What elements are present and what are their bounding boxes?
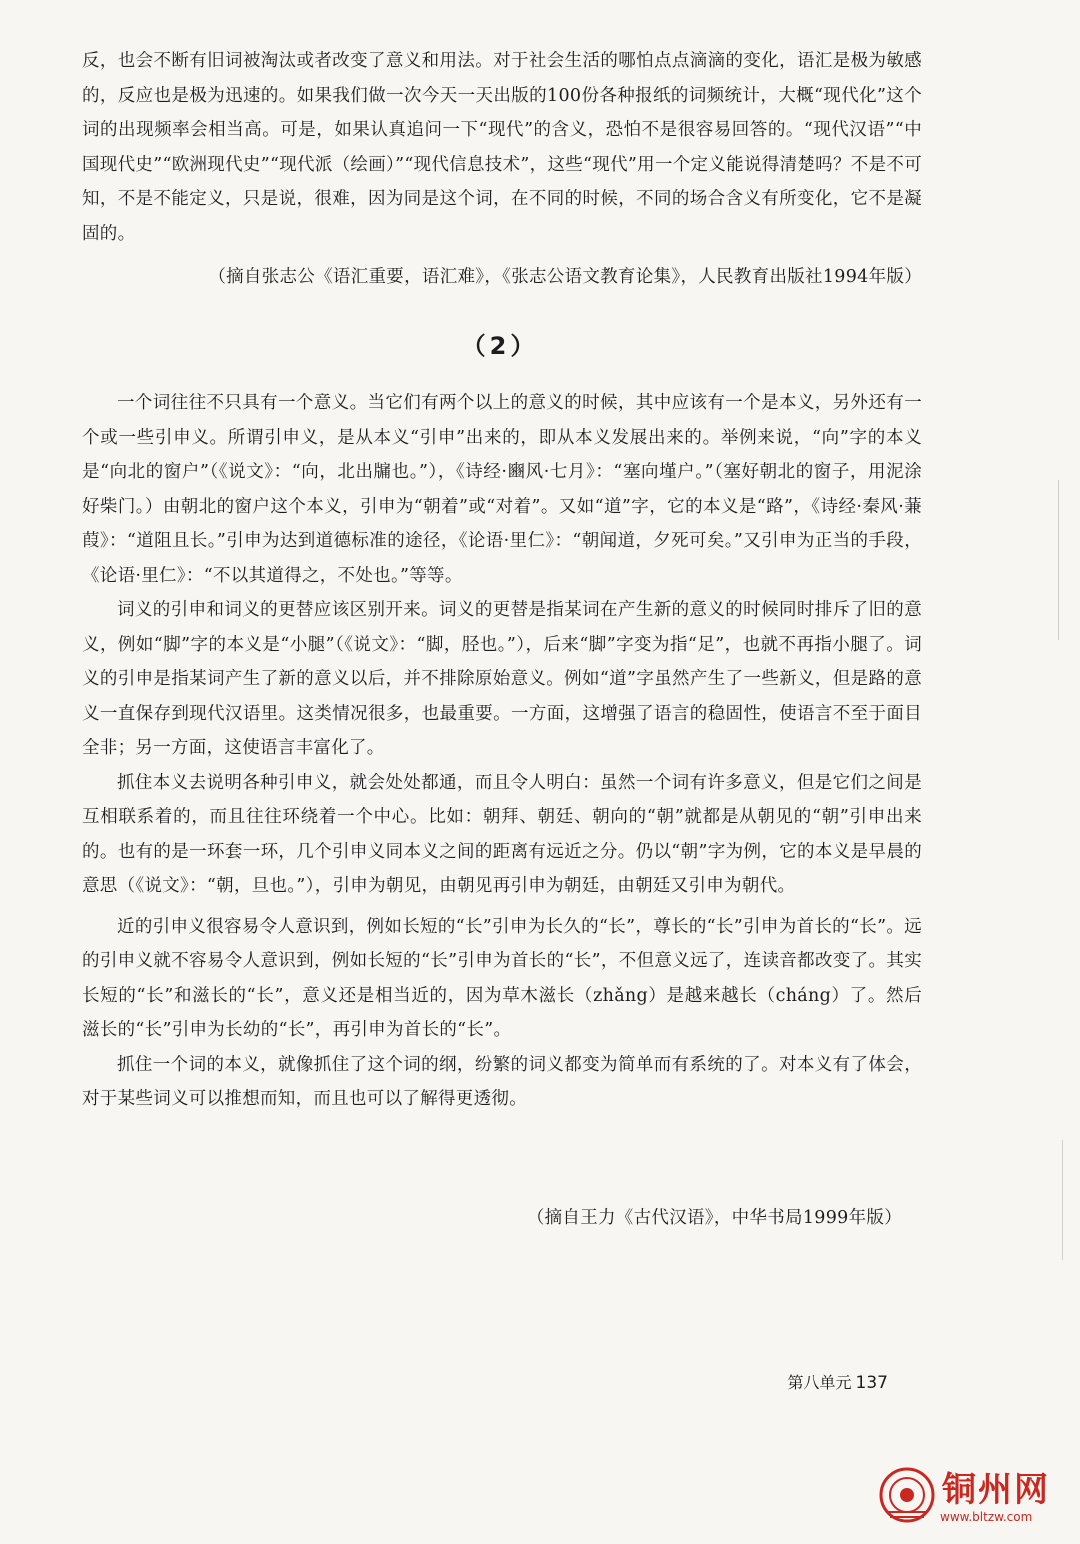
page-footer [788,1370,888,1393]
scan-edge-mark [1062,1140,1063,1260]
site-watermark [878,1460,1068,1540]
section-title: （2） [461,332,539,360]
paragraph-3: 抓住本义去说明各种引申义，就会处处都通，而且令人明白：虽然一个词有许多意义，但是它们之间是互相联系着的，而且往往环绕着一个中心。比如：朝拜、朝廷、朝向的“朝”就都是从朝见的“朝”引申出来的。也有的是一环套一环，几个引申义同本义之间的距离有远近之分。仍以“朝”字为例，它的本义是早晨的意思（《说文》：“朝，旦也。”），引申为朝见，由朝见再引申为朝廷，由朝廷又引申为朝代。 [82,772,922,896]
paragraph-1: 一个词往往不只具有一个意义。当它们有两个以上的意义的时候，其中应该有一个是本义，另外还有一个或一些引申义。所谓引申义，是从本义“引申”出来的，即从本义发展出来的。举例来说，“向”字的本义是“向北的窗户”（《说文》：“向，北出牖也。”），《诗经·豳风·七月》：“塞向墐户。”（塞好朝北的窗子，用泥涂好柴门。）由朝北的窗户这个本义，引申为“朝着”或“对着”。又如“道”字，它的本义是“路”，《诗经·秦风·蒹葭》：“道阻且长。”引申为达到道德标准的途径，《论语·里仁》：“朝闻道，夕死可矣。”又引申为正当的手段，《论语·里仁》：“不以其道得之，不处也。”等等。 [82,393,922,586]
top-text-block [82,44,922,251]
source-citation-1: （摘自张志公《语汇重要，语汇难》，《张志公语文教育论集》，人民教育出版社1994年版） [208,267,922,287]
section-2-body [82,386,922,1117]
footer-unit-label: 第八单元 [787,1373,852,1392]
scan-edge-mark [1058,480,1059,640]
watermark-logo-icon [878,1466,936,1524]
watermark-name: 铜州网 [942,1470,1050,1510]
source-citation-2: （摘自王力《古代汉语》，中华书局1999年版） [526,1208,902,1228]
paragraph-2: 词义的引申和词义的更替应该区别开来。词义的更替是指某词在产生新的意义的时候同时排斥了旧的意义，例如“脚”字的本义是“小腿”（《说文》：“脚，胫也。”），后来“脚”字变为指“足”，也就不再指小腿了。词义的引申是指某词产生了新的意义以后，并不排除原始意义。例如“道”字虽然产生了一些新义，但是路的意义一直保存到现代汉语里。这类情况很多，也最重要。一方面，这增强了语言的稳固性，使语言不至于面目全非；另一方面，这使语言丰富化了。 [82,600,922,758]
paragraph-5: 抓住一个词的本义，就像抓住了这个词的纲，纷繁的词义都变为简单而有系统的了。对本义有了体会，对于某些词义可以推想而知，而且也可以了解得更透彻。 [82,1054,922,1109]
page-number: 137 [855,1373,888,1393]
paragraph-4: 近的引申义很容易令人意识到，例如长短的“长”引申为长久的“长”，尊长的“长”引申为首长的“长”。远的引申义就不容易令人意识到，例如长短的“长”引申为首长的“长”，不但意义远了，连读音都改变了。其实长短的“长”和滋长的“长”，意义还是相当近的，因为草木滋长（zhǎng）是越来越长（cháng）了。然后滋长的“长”引申为长幼的“长”，再引申为首长的“长”。 [82,916,922,1040]
watermark-url: www.bltzw.com [940,1510,1033,1524]
top-paragraph: 反，也会不断有旧词被淘汰或者改变了意义和用法。对于社会生活的哪怕点点滴滴的变化，语汇是极为敏感的，反应也是极为迅速的。如果我们做一次今天一天出版的100份各种报纸的词频统计，大概“现代化”这个词的出现频率会相当高。可是，如果认真追问一下“现代”的含义，恐怕不是很容易回答的。“现代汉语”“中国现代史”“欧洲现代史”“现代派（绘画）”“现代信息技术”，这些“现代”用一个定义能说得清楚吗？不是不可知，不是不能定义，只是说，很难，因为同是这个词，在不同的时候，不同的场合含义有所变化，它不是凝固的。 [82,51,922,244]
